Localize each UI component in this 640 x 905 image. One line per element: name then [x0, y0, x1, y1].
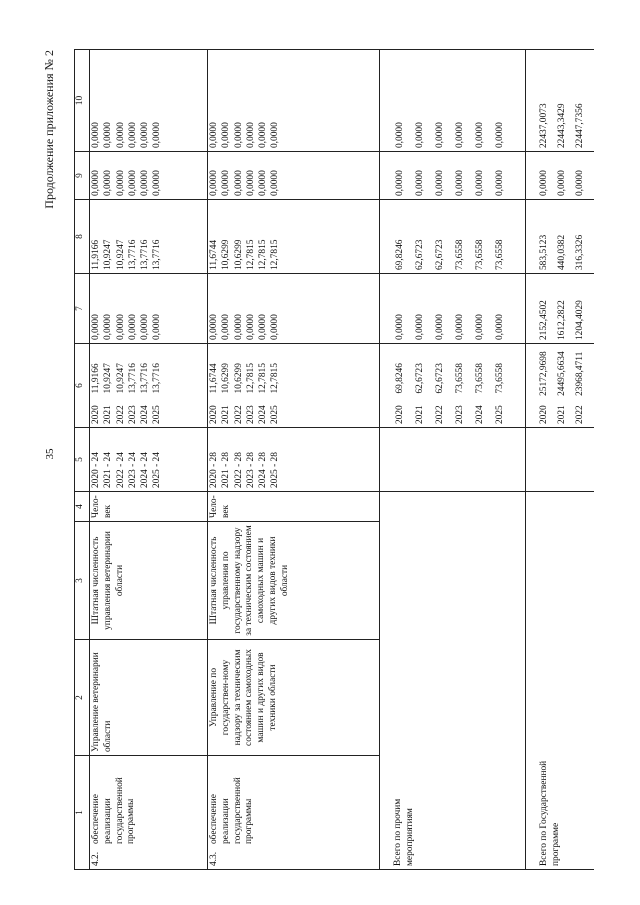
value: 0,0000: [209, 122, 219, 148]
value: 0,0000: [140, 314, 151, 340]
value: 0,0000: [233, 170, 244, 196]
year-total-list: [208, 344, 380, 428]
col10-list: [90, 50, 208, 152]
col-header-10: 10: [75, 50, 90, 152]
code-list: [90, 428, 208, 492]
value: 62,6723: [415, 239, 425, 270]
value: 22437,0073: [539, 103, 549, 148]
year-total: 2021 62,6723: [415, 363, 425, 424]
value: 0,0000: [221, 122, 232, 148]
value: 0,0000: [475, 314, 485, 340]
section-number: 4.2.: [91, 851, 101, 866]
value: 0,0000: [395, 170, 405, 196]
value: 0,0000: [415, 122, 425, 148]
value: 0,0000: [455, 122, 465, 148]
value: 10,6299: [233, 239, 244, 270]
executor: Управление ветеринарии области: [90, 640, 208, 756]
section-name-cell: [208, 756, 380, 870]
code-value: 2024 - 24: [140, 452, 151, 488]
value: 0,0000: [258, 170, 269, 196]
section-name: обеспечение реализации государственной программы: [209, 777, 255, 844]
col-header-9: 9: [75, 152, 90, 200]
value: 0,0000: [152, 122, 163, 148]
value: 0,0000: [557, 170, 567, 196]
value: 0,0000: [475, 170, 485, 196]
value: 0,0000: [395, 122, 405, 148]
year-total: 2021 24495,6634: [557, 351, 567, 424]
value: 0,0000: [495, 314, 505, 340]
col7-list: [208, 274, 380, 344]
total-year-list: [526, 344, 595, 428]
col9-list: [208, 152, 380, 200]
col-header-1: 1: [75, 756, 90, 870]
value: 0,0000: [258, 314, 269, 340]
value: 0,0000: [495, 122, 505, 148]
unit: Чело-век: [208, 492, 380, 522]
value: 0,0000: [270, 122, 281, 148]
value: 0,0000: [91, 122, 101, 148]
year-total: 2022 10,6299: [233, 363, 244, 424]
code-value: 2024 - 28: [258, 452, 269, 488]
year-total: 2020 11,9166: [91, 363, 101, 424]
code-value: 2022 - 24: [115, 452, 126, 488]
code-value: 2025 - 24: [152, 452, 163, 488]
value: 316,3326: [575, 234, 585, 270]
year-total: 2021 10,6299: [221, 363, 232, 424]
value: 0,0000: [435, 122, 445, 148]
value: 22443,3429: [557, 103, 567, 148]
value: 0,0000: [103, 122, 114, 148]
value: 10,9247: [115, 239, 126, 270]
value: 440,0382: [557, 234, 567, 270]
other-col10-list: [380, 50, 526, 152]
empty-cell: [380, 428, 526, 492]
value: 0,0000: [91, 170, 101, 196]
other-col7-list: [380, 274, 526, 344]
value: 583,5123: [539, 234, 549, 270]
code-list: [208, 428, 380, 492]
value: 12,7815: [245, 239, 256, 270]
total-col9-list: [526, 152, 595, 200]
value: 22447,7356: [575, 103, 585, 148]
col7-list: [90, 274, 208, 344]
value: 0,0000: [152, 170, 163, 196]
page-number: 35: [44, 448, 56, 460]
section-name-cell: [90, 756, 208, 870]
code-value: 2021 - 24: [103, 452, 114, 488]
value: 0,0000: [415, 314, 425, 340]
value: 0,0000: [140, 122, 151, 148]
other-total-label-cell: [380, 492, 526, 870]
value: 1204,4029: [575, 300, 585, 340]
executor: Управление по государствен-ному надзору за техническим состоянием самоходных машин и других видов техники области: [208, 640, 380, 756]
col-header-3: 3: [75, 522, 90, 640]
col-header-8: 8: [75, 200, 90, 274]
year-total: 2024 12,7815: [258, 363, 269, 424]
code-value: 2023 - 24: [127, 452, 138, 488]
section-row: [208, 50, 380, 870]
value: 0,0000: [209, 314, 219, 340]
col-header-7: 7: [75, 274, 90, 344]
value: 11,9166: [91, 239, 101, 270]
year-total: 2025 73,6558: [495, 363, 505, 424]
section-number: 4.3.: [209, 851, 219, 866]
value: 0,0000: [245, 122, 256, 148]
year-total: 2025 13,7716: [152, 363, 163, 424]
empty-cell: [526, 428, 595, 492]
code-value: 2021 - 28: [221, 452, 232, 488]
program-total-label: Всего по Государственной программе: [539, 760, 561, 866]
value: 73,6558: [455, 239, 465, 270]
value: 0,0000: [115, 314, 126, 340]
year-total: 2024 13,7716: [140, 363, 151, 424]
value: 0,0000: [435, 170, 445, 196]
other-col9-list: [380, 152, 526, 200]
value: 13,7716: [140, 239, 151, 270]
col10-list: [208, 50, 380, 152]
code-value: 2020 - 28: [209, 452, 219, 488]
col-header-6: 6: [75, 344, 90, 428]
value: 0,0000: [495, 170, 505, 196]
year-total: 2020 11,6744: [209, 363, 219, 424]
section-row: [90, 50, 208, 870]
other-total-row: [380, 50, 526, 870]
value: 0,0000: [395, 314, 405, 340]
value: 0,0000: [270, 314, 281, 340]
year-total: 2021 10,9247: [103, 363, 114, 424]
col8-list: [90, 200, 208, 274]
value: 12,7815: [270, 239, 281, 270]
value: 0,0000: [115, 170, 126, 196]
value: 0,0000: [233, 122, 244, 148]
value: 0,0000: [103, 314, 114, 340]
value: 0,0000: [152, 314, 163, 340]
indicator: Штатная численность управления ветеринарии области: [90, 522, 208, 640]
value: 0,0000: [539, 170, 549, 196]
column-number-row: [75, 50, 90, 870]
value: 11,6744: [209, 239, 219, 270]
year-total-list: [90, 344, 208, 428]
value: 1612,2822: [557, 300, 567, 340]
col-header-4: 4: [75, 492, 90, 522]
value: 13,7716: [127, 239, 138, 270]
value: 73,6558: [475, 239, 485, 270]
value: 0,0000: [475, 122, 485, 148]
col8-list: [208, 200, 380, 274]
value: 62,6723: [435, 239, 445, 270]
value: 0,0000: [127, 170, 138, 196]
year-total: 2023 12,7815: [245, 363, 256, 424]
total-col7-list: [526, 274, 595, 344]
value: 0,0000: [435, 314, 445, 340]
value: 0,0000: [221, 170, 232, 196]
value: 0,0000: [455, 314, 465, 340]
value: 0,0000: [245, 170, 256, 196]
value: 0,0000: [233, 314, 244, 340]
value: 10,9247: [103, 239, 114, 270]
unit: Чело-век: [90, 492, 208, 522]
year-total: 2024 73,6558: [475, 363, 485, 424]
value: 2152,4502: [539, 300, 549, 340]
value: 0,0000: [115, 122, 126, 148]
value: 10,6299: [221, 239, 232, 270]
code-value: 2020 - 24: [91, 452, 101, 488]
value: 0,0000: [91, 314, 101, 340]
value: 73,6558: [495, 239, 505, 270]
year-total: 2022 62,6723: [435, 363, 445, 424]
value: 0,0000: [209, 170, 219, 196]
value: 0,0000: [221, 314, 232, 340]
value: 13,7716: [152, 239, 163, 270]
value: 0,0000: [575, 170, 585, 196]
other-col8-list: [380, 200, 526, 274]
code-value: 2023 - 28: [245, 452, 256, 488]
year-total: 2022 23968,4711: [575, 351, 585, 424]
value: 0,0000: [258, 122, 269, 148]
col-header-2: 2: [75, 640, 90, 756]
year-total: 2020 25172,9698: [539, 351, 549, 424]
year-total: 2023 13,7716: [127, 363, 138, 424]
value: 0,0000: [270, 170, 281, 196]
value: 69,8246: [395, 239, 405, 270]
total-col10-list: [526, 50, 595, 152]
code-value: 2022 - 28: [233, 452, 244, 488]
value: 0,0000: [127, 122, 138, 148]
total-col8-list: [526, 200, 595, 274]
col-header-5: 5: [75, 428, 90, 492]
program-total-row: [526, 50, 595, 870]
program-total-label-cell: [526, 492, 595, 870]
rotated-sheet: [40, 50, 600, 870]
code-value: 2025 - 28: [270, 452, 281, 488]
year-total: 2020 69,8246: [395, 363, 405, 424]
value: 0,0000: [455, 170, 465, 196]
value: 12,7815: [258, 239, 269, 270]
value: 0,0000: [415, 170, 425, 196]
appendix-title: Продолжение приложения № 2: [42, 50, 56, 209]
program-table: [74, 49, 594, 870]
year-total: 2023 73,6558: [455, 363, 465, 424]
value: 0,0000: [245, 314, 256, 340]
value: 0,0000: [127, 314, 138, 340]
indicator: Штатная численность управления по государственному надзору за техническим состоянием самоходных машин и других видов техники области: [208, 522, 380, 640]
section-name: обеспечение реализации государственной программы: [91, 777, 137, 844]
value: 0,0000: [140, 170, 151, 196]
other-year-total-list: [380, 344, 526, 428]
value: 0,0000: [103, 170, 114, 196]
col9-list: [90, 152, 208, 200]
year-total: 2022 10,9247: [115, 363, 126, 424]
other-total-label: Всего по прочим мероприятиям: [393, 798, 415, 866]
year-total: 2025 12,7815: [270, 363, 281, 424]
